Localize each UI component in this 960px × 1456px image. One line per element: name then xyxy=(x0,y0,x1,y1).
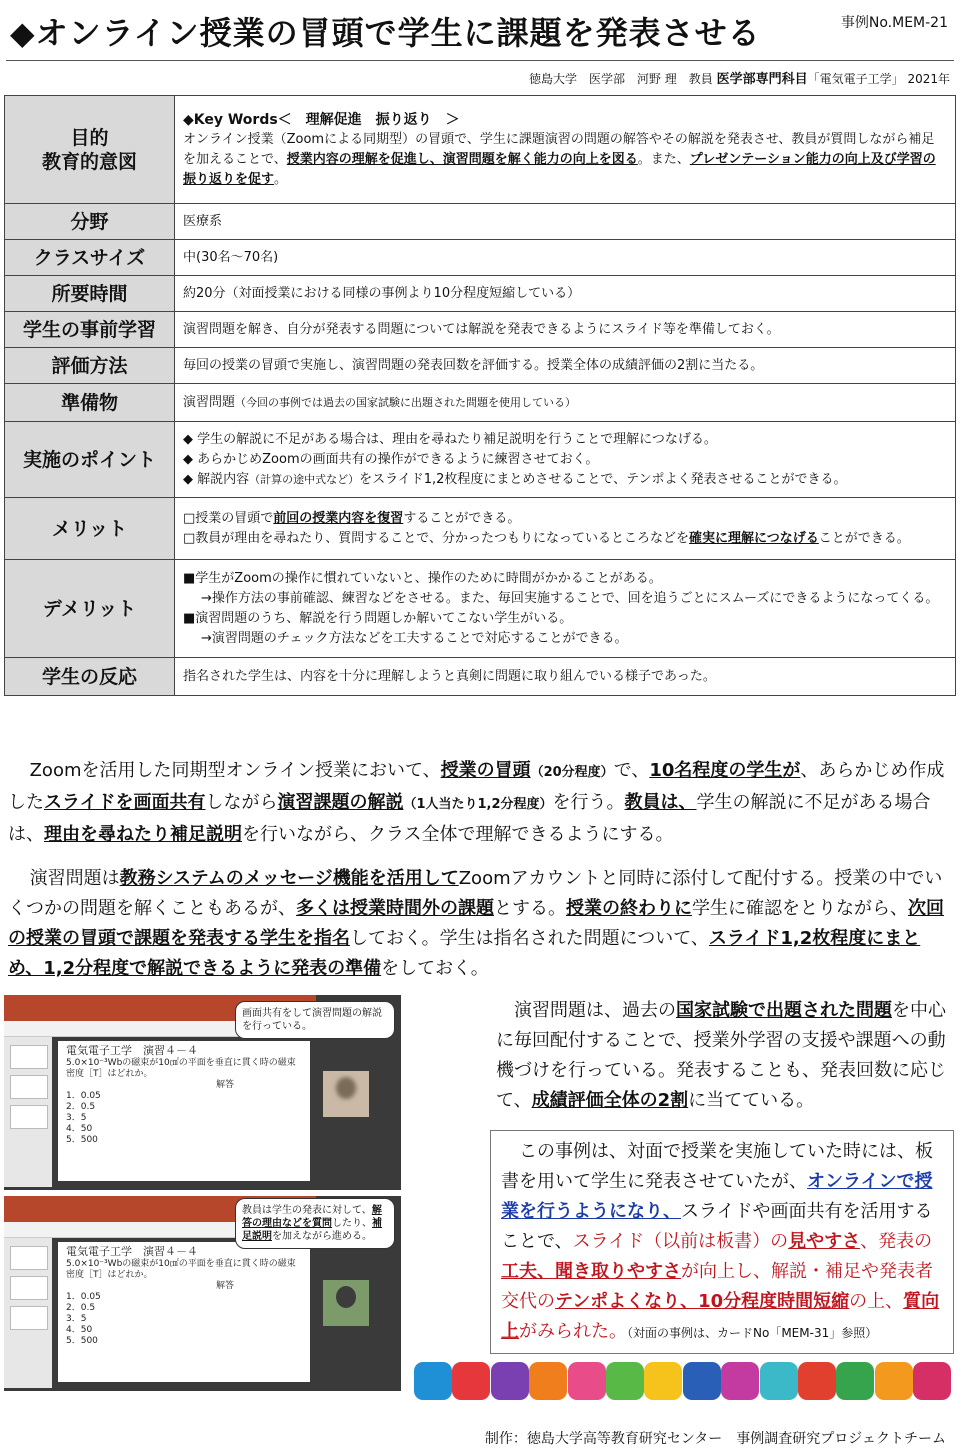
evaluation-value: 毎回の授業の冒頭で実施し、演習問題の発表回数を評価する。授業全体の成績評価の2割に当たる。 xyxy=(175,348,956,384)
row-points xyxy=(5,422,956,498)
prep-label: 学生の事前学習 xyxy=(5,312,175,348)
title-divider xyxy=(6,60,954,61)
slide-option: 3．5 xyxy=(66,1314,87,1324)
paragraph-overview: Zoomを活用した同期型オンライン授業において、授業の冒頭（20分程度）で、10名程度の学生が、あらかじめ作成したスライドを画面共有しながら演習課題の解説（1人当たり1,2分程度）を行う。教員は、学生の解説に不足がある場合は、理由を尋ねたり補足説明を行いながら、クラス全体で理解できるようにする。 xyxy=(8,760,945,845)
slide-thumbnail xyxy=(10,1075,48,1099)
slide-question: 5.0×10⁻³Wbの磁束が10㎠の平面を垂直に貫く時の磁束密度［T］はどれか。 xyxy=(66,1259,296,1280)
points-label: 実施のポイント xyxy=(5,422,175,498)
merit-item: □授業の冒頭で前回の授業内容を復習することができる。 xyxy=(183,510,521,526)
color-square xyxy=(760,1362,798,1400)
row-prep xyxy=(5,312,956,348)
slide-option: 2．0.5 xyxy=(66,1303,96,1313)
duration-value: 約20分（対面授業における同様の事例より10分程度短縮している） xyxy=(175,276,956,312)
slide-thumbnails xyxy=(4,1238,52,1388)
color-square xyxy=(529,1362,567,1400)
slide-option: 4．50 xyxy=(66,1124,93,1134)
demerits-label: デメリット xyxy=(5,560,175,658)
slide-option: 3．5 xyxy=(66,1113,87,1123)
slide-thumbnail xyxy=(10,1276,48,1300)
purpose-cell xyxy=(175,96,956,204)
demerit-item: ■学生がZoomの操作に慣れていないと、操作のために時間がかかることがある。 xyxy=(183,570,662,586)
merits-cell xyxy=(175,498,956,560)
demerit-solution: →演習問題のチェック方法などを工夫することで対応することができる。 xyxy=(201,630,628,646)
color-square xyxy=(798,1362,836,1400)
color-square xyxy=(568,1362,606,1400)
field-value: 医療系 xyxy=(175,204,956,240)
merits-label: メリット xyxy=(5,498,175,560)
slide-question: 5.0×10⁻³Wbの磁束が10㎠の平面を垂直に貫く時の磁束密度［T］はどれか。 xyxy=(66,1058,296,1079)
slide-thumbnail xyxy=(10,1045,48,1069)
class-size-label: クラスサイズ xyxy=(5,240,175,276)
slide-canvas xyxy=(58,1242,310,1382)
slide-title: 電気電子工学 演習４－４ xyxy=(66,1044,198,1057)
row-evaluation xyxy=(5,348,956,384)
slide-thumbnail xyxy=(10,1246,48,1270)
color-square xyxy=(452,1362,490,1400)
webcam-thumbnail xyxy=(323,1280,369,1326)
purpose-text: オンライン授業（Zoomによる同期型）の冒頭で、学生に課題演習の問題の解答やその解説を発表させ、教員が質問しながら補足を加えることで、授業内容の理解を促進し、演習問題を解く能力の向上を図る。また、プレゼンテーション能力の向上及び学習の振り返りを促す。 xyxy=(183,131,936,187)
point-item: ◆ 解説内容（計算の途中式など）をスライド1,2枚程度にまとめさせることで、テンポよく発表させることができる。 xyxy=(183,471,847,487)
color-square xyxy=(491,1362,529,1400)
author-line xyxy=(529,68,950,87)
slide-answer-label: 解答 xyxy=(216,1281,235,1291)
slide-option: 2．0.5 xyxy=(66,1102,96,1112)
subject-label: 医学部専門科目 xyxy=(716,72,808,87)
row-reaction xyxy=(5,658,956,696)
duration-label: 所要時間 xyxy=(5,276,175,312)
slide-option: 1．0.05 xyxy=(66,1292,101,1302)
color-square xyxy=(414,1362,452,1400)
row-class-size xyxy=(5,240,956,276)
color-square xyxy=(875,1362,913,1400)
row-field xyxy=(5,204,956,240)
slide-option: 4．50 xyxy=(66,1325,93,1335)
color-square xyxy=(721,1362,759,1400)
merit-item: □教員が理由を尋ねたり、質問することで、分かったつもりになっているところなどを確実に理解につなげることができる。 xyxy=(183,530,910,546)
point-item: ◆ あらかじめZoomの画面共有の操作ができるように練習させておく。 xyxy=(183,451,599,467)
course-label: 「電気電子工学」 2021年 xyxy=(807,72,950,86)
participant-avatar xyxy=(336,1286,356,1308)
comparison-box: この事例は、対面で授業を実施していた時には、板書を用いて学生に発表させていたが、オンラインで授業を行うようになり、スライドや画面共有を活用することで、スライド（以前は板書）の見やすさ、発表の工夫、聞き取りやすさが向上し、解説・補足や発表者交代のテンポよくなり、10分程度時間短縮の上、質向上がみられた。（対面の事例は、カードNo「MEM-31」参照） xyxy=(490,1130,954,1354)
slide-option: 5．500 xyxy=(66,1336,98,1346)
row-merits xyxy=(5,498,956,560)
materials-label: 準備物 xyxy=(5,384,175,422)
speech-bubble: 教員は学生の発表に対して、解答の理由などを質問したり、補足説明を加えながら進める。 xyxy=(235,1198,395,1249)
case-number: 事例No.MEM-21 xyxy=(840,15,948,31)
demerits-cell xyxy=(175,560,956,658)
decorative-color-squares xyxy=(414,1362,954,1404)
row-demerits xyxy=(5,560,956,658)
webcam-thumbnail xyxy=(323,1071,369,1117)
slide-answer-label: 解答 xyxy=(216,1080,235,1090)
color-square xyxy=(606,1362,644,1400)
slide-canvas xyxy=(58,1041,310,1181)
paragraph-process: 演習問題は教務システムのメッセージ機能を活用してZoomアカウントと同時に添付して配付する。授業の中でいくつかの問題を解くこともあるが、多くは授業時間外の課題とする。授業の終わりに学生に確認をとりながら、次回の授業の冒頭で課題を発表する学生を指名しておく。学生は指名された問題について、スライド1,2枚程度にまとめ、1,2分程度で解説できるように発表の準備をしておく。 xyxy=(8,868,944,979)
row-materials xyxy=(5,384,956,422)
class-size-value: 中(30名～70名) xyxy=(175,240,956,276)
purpose-label: 目的 教育的意図 xyxy=(5,96,175,204)
slide-title: 電気電子工学 演習４－４ xyxy=(66,1245,198,1258)
materials-value: 演習問題（今回の事例では過去の国家試験に出題された問題を使用している） xyxy=(175,384,956,422)
field-label: 分野 xyxy=(5,204,175,240)
demerit-item: ■演習問題のうち、解説を行う問題しか解いてこない学生がいる。 xyxy=(183,610,573,626)
screenshot-teacher-feedback xyxy=(4,1196,401,1391)
slide-thumbnails xyxy=(4,1037,52,1187)
speech-bubble: 画面共有をして演習問題の解説を行っている。 xyxy=(235,1001,395,1039)
participant-avatar xyxy=(336,1077,356,1099)
row-purpose xyxy=(5,96,956,204)
author-name: 徳島大学 医学部 河野 理 教員 xyxy=(528,72,713,86)
row-duration xyxy=(5,276,956,312)
info-table xyxy=(4,95,956,696)
color-square xyxy=(644,1362,682,1400)
slide-option: 1．0.05 xyxy=(66,1091,101,1101)
color-square xyxy=(683,1362,721,1400)
reaction-value: 指名された学生は、内容を十分に理解しようと真剣に問題に取り組んでいる様子であった。 xyxy=(175,658,956,696)
screenshot-slide-share xyxy=(4,995,401,1190)
page-title: ◆オンライン授業の冒頭で学生に課題を発表させる xyxy=(10,14,761,52)
evaluation-label: 評価方法 xyxy=(5,348,175,384)
keywords: ◆Key Words＜ 理解促進 振り返り ＞ xyxy=(183,111,460,128)
slide-thumbnail xyxy=(10,1306,48,1330)
paragraph-exam-questions: 演習問題は、過去の国家試験で出題された問題を中心に毎回配付することで、授業外学習の支援や課題への動機づけを行っている。発表することも、発表回数に応じて、成績評価全体の2割に当てている。 xyxy=(496,1000,946,1111)
color-square xyxy=(913,1362,951,1400)
slide-thumbnail xyxy=(10,1105,48,1129)
slide-option: 5．500 xyxy=(66,1135,98,1145)
color-square xyxy=(836,1362,874,1400)
points-cell xyxy=(175,422,956,498)
demerit-solution: →操作方法の事前確認、練習などをさせる。また、毎回実施することで、回を追うごとにスムーズにできるようになってくる。 xyxy=(201,590,939,606)
point-item: ◆ 学生の解説に不足がある場合は、理由を尋ねたり補足説明を行うことで理解につなげる。 xyxy=(183,431,717,447)
footer-credit: 制作：徳島大学高等教育研究センター 事例調査研究プロジェクトチーム xyxy=(484,1431,946,1447)
prep-value: 演習問題を解き、自分が発表する問題については解説を発表できるようにスライド等を準備しておく。 xyxy=(175,312,956,348)
reaction-label: 学生の反応 xyxy=(5,658,175,696)
